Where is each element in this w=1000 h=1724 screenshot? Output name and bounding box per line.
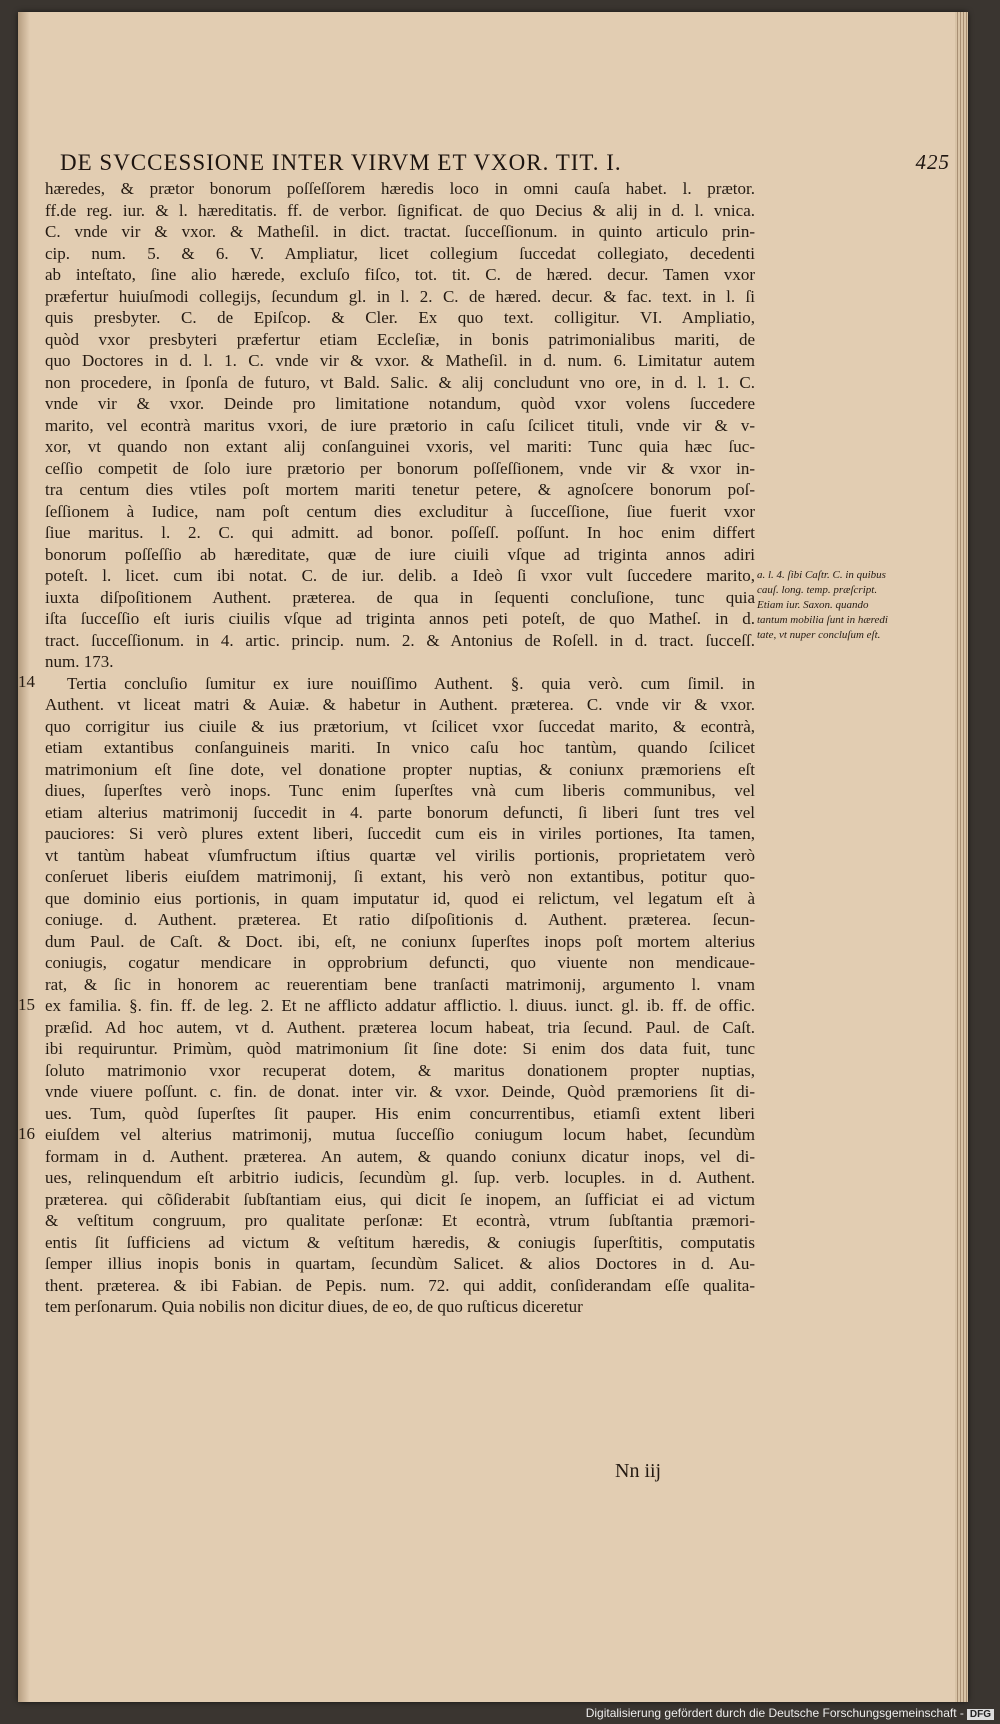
running-header — [60, 150, 950, 178]
text-line: entis ſit ſufficiens ad victum & veſtitum hæredis, & coniugis ſuperſtitis, computatis — [45, 1232, 755, 1252]
text-line: rat, & ſic in honorem ac reuerentiam bene tranſacti matrimonij, argumento l. vnam — [45, 974, 755, 994]
text-line: xor, vt quando non extant alij conſanguinei vxoris, vel mariti: Tunc quia hæc ſuc- — [45, 437, 755, 456]
text-line: cip. num. 5. & 6. V. Ampliatur, licet collegium ſuccedat collegiato, decedenti — [45, 243, 755, 263]
text-line: ab inteſtato, ſine alio hærede, excluſo fiſco, tot. tit. C. de hæred. decur. Tamen vxor — [45, 265, 755, 284]
text-line: ſoluto matrimonio vxor recuperat dotem, & maritus donationem propter nuptias, — [45, 1060, 755, 1080]
margin-number-14: 14 — [18, 672, 35, 691]
text-line: etiam alterius matrimonij ſuccedit in 4. parte bonorum defuncti, ſi liberi ſunt tres vel — [45, 802, 755, 822]
text-line: ex familia. §. fin. ff. de leg. 2. Et ne afflicto addatur afflictio. l. diuus. iunct. gl. ib. ff. de offic. — [45, 996, 755, 1015]
text-line: vnde vir & vxor. Deinde pro limitatione notandum, quòd vxor volens ſuccedere — [45, 394, 755, 413]
page-number: 425 — [915, 150, 950, 174]
text-line: Authent. vt liceat matri & Auiæ. & habetur in Authent. præterea. C. vnde vir & vxor. — [45, 695, 755, 714]
page-edges — [955, 12, 968, 1702]
text-line: ff.de reg. iur. & l. hæreditatis. ff. de verbor. ſignificat. de quo Decius & alij in d. l. vnica. — [45, 200, 755, 220]
text-line: thent. præterea. & ibi Fabian. de Pepis. num. 72. qui addit, conſiderandam eſſe qualita- — [45, 1275, 755, 1295]
text-line: quo corrigitur ius ciuile & ius prætorium, vt ſcilicet vxor ſuccedat marito, & econtrà, — [45, 716, 755, 736]
text-line: ues, relinquendum eſt arbitrio iudicis, ſecundùm gl. ſup. verb. locuples. in d. Authent. — [45, 1168, 755, 1187]
text-line: que dominio eius portionis, in quam imputatur id, quod ei relictum, vel legatum eſt à — [45, 888, 755, 908]
text-line: conſeruet liberis eiuſdem matrimonij, ſi extant, his verò non extantibus, potitur quo- — [45, 867, 755, 886]
text-line: C. vnde vir & vxor. & Matheſil. in dict. tractat. ſucceſſionum. in quinto articulo prin- — [45, 222, 755, 241]
dfg-logo-badge: DFG — [967, 1709, 994, 1720]
running-header-title: DE SVCCESSIONE INTER VIRVM ET VXOR. TIT. I. — [60, 150, 622, 175]
text-line: quòd vxor presbyteri præfertur etiam Eccleſiæ, in bonis patrimonialibus mariti, de — [45, 329, 755, 349]
text-line: ceſſio competit de ſolo iure prætorio per bonorum poſſeſſionem, vnde vir & vxor in- — [45, 458, 755, 478]
text-line: ſemper illius inopis bonis in quartam, ſecundùm Salicet. & alios Doctores in d. Au- — [45, 1254, 755, 1273]
text-line: poteſt. l. licet. cum ibi notat. C. de iur. delib. a Ideò ſi vxor vult ſuccedere marito, — [45, 566, 755, 585]
text-line: vt tantùm habeat vſumfructum iſtius quartæ vel virilis portionis, proprietatem verò — [45, 845, 755, 865]
margin-number-16: 16 — [18, 1124, 35, 1143]
text-line: tra centum dies vtiles poſt mortem mariti tenetur petere, & agnoſcere bonorum poſ- — [45, 480, 755, 499]
text-line: marito, vel econtrà maritus vxori, de iure prætorio in caſu ſcilicet tituli, vnde vir & v- — [45, 415, 755, 435]
text-line: non procedere, in ſponſa de futuro, vt Bald. Salic. & alij concludunt vno ore, in d. l. 1. C. — [45, 372, 755, 392]
credit-text: Digitalisierung gefördert durch die Deutsche Forschungsgemeinschaft - — [585, 1706, 964, 1720]
text-line: præterea. qui cõſiderabit ſubſtantiam eius, qui dicit ſe inopem, an ſufficiat ei ad victum — [45, 1189, 755, 1209]
text-line: ſiue maritus. l. 2. C. qui admitt. ad bonor. poſſeſſ. poſſunt. In hoc enim differt — [45, 523, 755, 542]
text-line: præſid. Ad hoc autem, vt d. Authent. præterea locum habeat, tria ſecund. Paul. de Caſt. — [45, 1017, 755, 1037]
text-line: quo Doctores in d. l. 1. C. vnde vir & vxor. & Matheſil. in d. num. 6. Limitatur autem — [45, 351, 755, 370]
text-line: quis presbyter. C. de Epiſcop. & Cler. Ex quo text. colligitur. VI. Ampliatio, — [45, 308, 755, 327]
text-line: iſta ſucceſſio eſt iuris ciuilis vſque ad triginta annos peti poteſt, de quo Matheſ. in d. — [45, 609, 755, 628]
margin-note-a: a. l. 4. ſibi Caſtr. C. in quibus cauſ. long. temp. præſcript. Etiam iur. Saxon. quando tantum mobilia ſunt in hæredi tate, vt nuper concluſum eſt. — [757, 569, 888, 641]
text-line: bonorum poſſeſſio ab hæreditate, quæ de iure ciuili vſque ad triginta annos adiri — [45, 544, 755, 564]
text-line: formam in d. Authent. præterea. An autem, & quando coniunx dicatur inops, vel di- — [45, 1146, 755, 1166]
text-line: coniuge. d. Authent. præterea. Et ratio diſpoſitionis d. Authent. præterea. ſecun- — [45, 910, 755, 929]
text-line: coniugis, cogatur mendicare in opprobrium defuncti, quo viuente non mendicaue- — [45, 953, 755, 972]
text-line: vnde viuere poſſunt. c. fin. de donat. inter vir. & vxor. Deinde, Quòd præmoriens ſit di- — [45, 1082, 755, 1101]
text-line: num. 173. — [45, 652, 114, 671]
text-line: eiuſdem vel alterius matrimonij, mutua ſucceſſio coniugum locum habet, ſecundùm — [45, 1125, 755, 1144]
text-line: iuxta diſpoſitionem Authent. præterea. de qua in ſequenti concluſione, tunc quia — [45, 587, 755, 607]
page-gutter-shadow — [18, 12, 30, 1702]
body-text — [45, 178, 755, 1318]
text-line: præfertur huiuſmodi collegijs, ſecundum gl. in l. 2. C. de hæred. decur. & fac. text. in l. ſi — [45, 286, 755, 306]
text-line: tem perſonarum. Quia nobilis non dicitur diues, de eo, de quo ruſticus diceretur — [45, 1297, 583, 1316]
text-line: dum Paul. de Caſt. & Doct. ibi, eſt, ne coniunx ſuperſtes inops poſt mortem alterius — [45, 931, 755, 951]
text-line: ues. Tum, quòd ſuperſtes ſit pauper. His enim concurrentibus, etiamſi extent liberi — [45, 1103, 755, 1123]
text-line: & veſtitum congruum, pro qualitate perſonæ: Et econtrà, vtrum ſubſtantia præmori- — [45, 1211, 755, 1230]
text-line: Tertia concluſio ſumitur ex iure nouiſſimo Authent. §. quia verò. cum ſimil. in — [67, 673, 755, 693]
text-line: tract. ſucceſſionum. in 4. artic. princip. num. 2. & Antonius de Roſell. in d. tract. ſucceſſ. — [45, 630, 755, 650]
text-line: etiam extantibus conſanguineis mariti. In vnico caſu hoc tantùm, quando ſcilicet — [45, 738, 755, 757]
text-line: hæredes, & prætor bonorum poſſeſſorem hæredis loco in omni cauſa habet. l. prætor. — [45, 179, 755, 198]
signature-mark: Nn iij — [615, 1460, 662, 1482]
text-line: ibi requiruntur. Primùm, quòd matrimonium ſit ſine dote: Si enim dos data fuit, tunc — [45, 1039, 755, 1058]
text-line: diues, ſuperſtes verò inops. Tunc enim ſuperſtes vnà cum liberis communibus, vel — [45, 781, 755, 800]
text-line: matrimonium eſt ſine dote, vel donatione propter nuptias, & coniunx præmoriens eſt — [45, 759, 755, 779]
margin-number-15: 15 — [18, 995, 35, 1014]
text-line: pauciores: Si verò plures extent liberi, ſuccedit cum eis in viriles portiones, Ita tamen, — [45, 824, 755, 843]
text-line: ſeſſionem à Iudice, nam poſt centum dies excluditur à ſucceſſione, ſiue fuerit vxor — [45, 501, 755, 521]
digitization-credit — [586, 1706, 994, 1720]
